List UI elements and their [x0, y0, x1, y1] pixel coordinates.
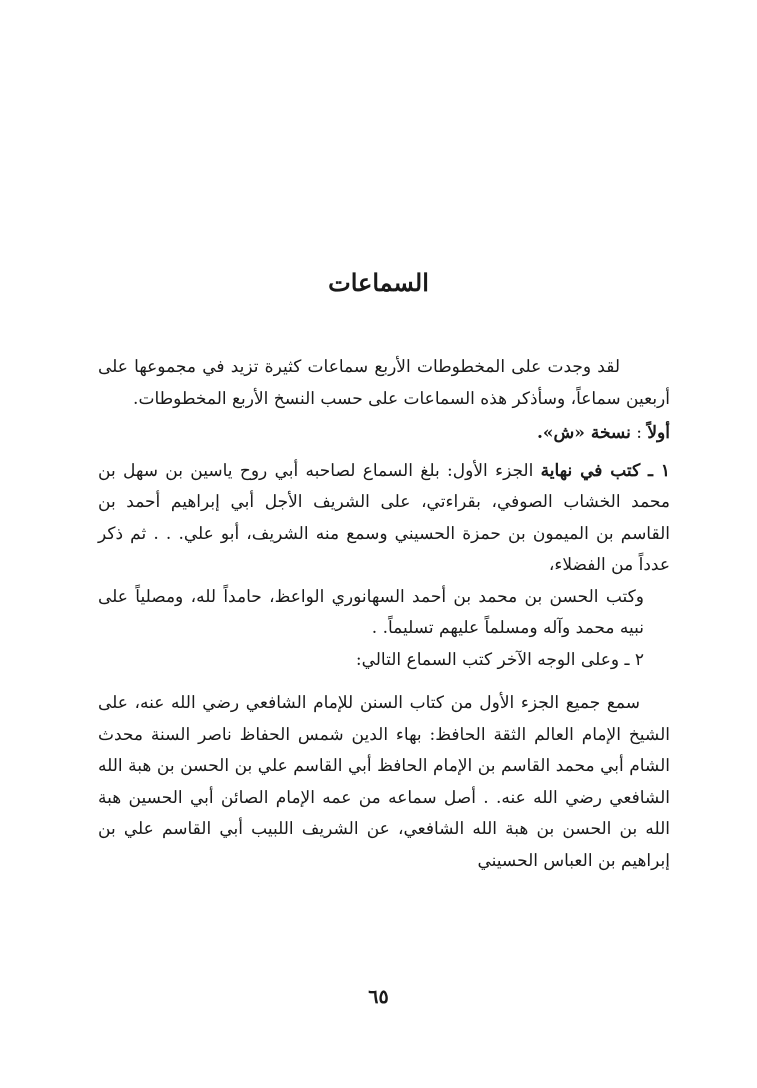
item-2-lead: ٢: [634, 649, 644, 670]
page-title: السماعات: [328, 268, 429, 297]
page-number: ٦٥: [368, 986, 389, 1008]
section-heading: [98, 418, 670, 450]
item-1: [98, 456, 670, 582]
item-2-text: ـ وعلى الوجه الآخر كتب السماع التالي:: [355, 649, 635, 670]
item-1-continuation: وكتب الحسن بن محمد بن أحمد السهانوري الواعظ، حامداً لله، ومصلياً على نبيه محمد وآله ومسلماً عليهم تسليماً. .: [98, 586, 644, 638]
page-body: [98, 352, 670, 877]
section-text: نسخة «ش».: [536, 423, 631, 443]
sama-paragraph: سمع جميع الجزء الأول من كتاب السنن للإمام الشافعي رضي الله عنه، على الشيخ الإمام العالم الثقة الحافظ: بهاء الدين شمس الحفاظ ناصر السنة محدث الشام أبي محمد القاسم بن الإمام الحافظ أبي القاسم علي بن الحسن بن هبة الله الشافعي رضي الله عنه. . أصل سماعه من عمه الإمام الصائن أبي الحسين هبة الله بن الحسن بن هبة الله الشافعي، عن الشريف اللبيب أبي القاسم علي بن إبراهيم بن العباس الحسيني: [98, 693, 670, 871]
intro-paragraph: لقد وجدت على المخطوطات الأربع سماعات كثيرة تزيد في مجموعها على أربعين سماعاً، وسأذكر هذه السماعات على حسب النسخ الأربع المخطوطات.: [98, 357, 670, 409]
item-1-lead: ١ ـ كتب في نهاية: [540, 460, 670, 481]
section-label: أولاً: [647, 423, 670, 443]
item-2: [98, 645, 670, 677]
item-1-text: الجزء الأول: بلغ السماع لصاحبه أبي روح ياسين بن سهل بن محمد الخشاب الصوفي، بقراءتي، على الشريف الأجل أبي إبراهيم أحمد بن القاسم بن الميمون بن حمزة الحسيني وسمع منه الشريف، أبو علي. . . ثم ذكر عدداً من الفضلاء،: [98, 460, 670, 575]
section-separator: :: [630, 423, 648, 443]
